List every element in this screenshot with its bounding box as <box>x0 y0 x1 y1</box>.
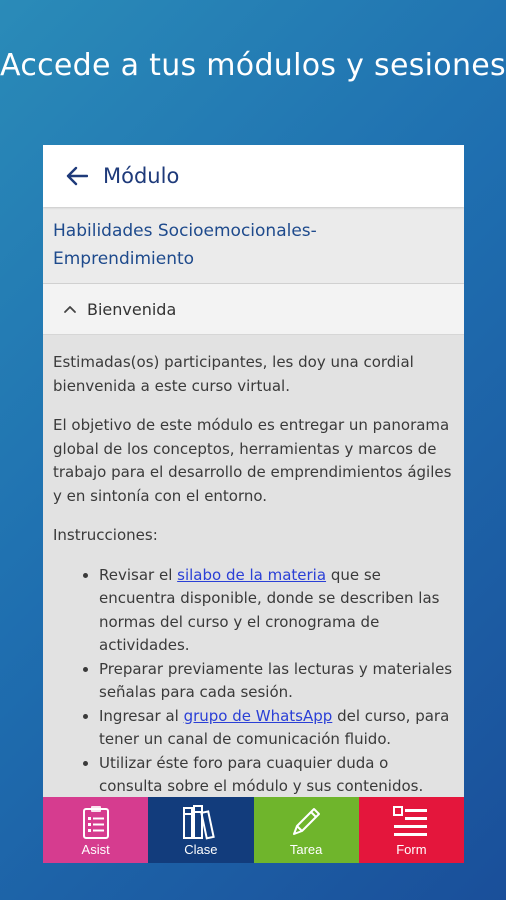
page-title: Módulo <box>103 164 180 188</box>
course-title-line1: Habilidades Socioemocionales- <box>53 221 317 241</box>
list-item-text: Utilizar éste foro para cuaquier duda o consulta sobre el módulo y sus contenidos. <box>99 753 424 795</box>
clipboard-icon <box>81 804 111 840</box>
list-item <box>99 705 454 752</box>
list-item <box>99 564 454 658</box>
tab-label: Clase <box>184 842 218 857</box>
app-bar <box>43 145 464 207</box>
section-toggle-bienvenida[interactable] <box>43 284 464 335</box>
tab-form[interactable] <box>359 797 464 863</box>
arrow-left-icon <box>66 166 88 186</box>
tab-clase[interactable] <box>148 797 253 863</box>
whatsapp-group-link[interactable]: grupo de WhatsApp <box>183 706 333 725</box>
promo-headline: Accede a tus módulos y sesiones <box>0 48 506 83</box>
bottom-nav <box>43 797 464 863</box>
list-item <box>99 658 454 705</box>
list-item-text: Revisar el <box>99 565 178 584</box>
tab-label: Tarea <box>289 842 323 857</box>
pencil-icon <box>288 804 324 840</box>
section-label: Bienvenida <box>87 299 177 319</box>
course-title-line2: Emprendimiento <box>53 249 195 269</box>
list-item-text: del curso, para tener un canal de comunicación fluido. <box>99 706 450 748</box>
tab-asist[interactable] <box>43 797 148 863</box>
syllabus-link[interactable]: silabo de la materia <box>177 565 327 584</box>
books-icon <box>181 804 221 840</box>
tab-label: Asist <box>81 842 110 857</box>
list-item <box>99 752 454 799</box>
objective-paragraph: El objetivo de este módulo es entregar un panorama global de los conceptos, herramientas y marcos de trabajo para el desarrollo de emprendimientos ágiles y en sintonía con el entorno. <box>53 416 452 505</box>
chevron-up-icon <box>63 302 77 316</box>
welcome-paragraph: Estimadas(os) participantes, les doy una cordial bienvenida a este curso virtual. <box>53 353 414 395</box>
back-button[interactable] <box>55 154 99 198</box>
list-item-text: Preparar previamente las lecturas y materiales señalas para cada sesión. <box>99 659 453 701</box>
list-item-text: Ingresar al <box>99 706 184 725</box>
instructions-heading: Instrucciones: <box>53 526 158 544</box>
app-screen <box>43 145 464 863</box>
form-list-icon <box>391 804 431 840</box>
course-title <box>43 207 464 284</box>
tab-label: Form <box>396 842 427 857</box>
instructions-list <box>53 564 454 799</box>
tab-tarea[interactable] <box>254 797 359 863</box>
section-content <box>43 335 464 799</box>
list-item-text: que se encuentra disponible, donde se describen las normas del curso y el cronograma de actividades. <box>99 565 440 654</box>
